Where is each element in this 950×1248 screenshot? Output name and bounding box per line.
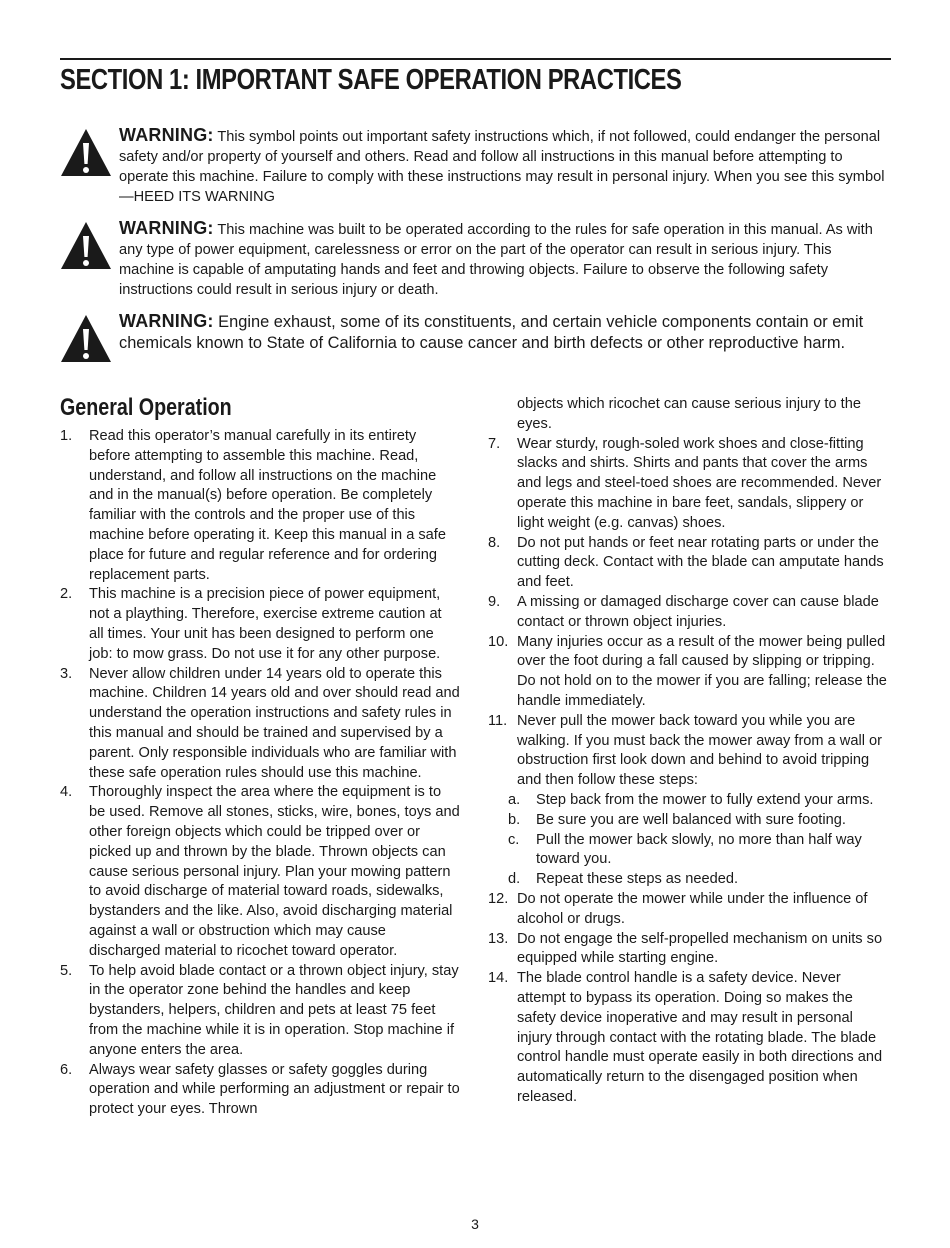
list-item <box>488 633 890 712</box>
item-number: 3. <box>60 665 73 682</box>
step-letter: b. <box>508 811 521 828</box>
warning-text-1 <box>119 125 890 207</box>
list-item <box>488 890 890 930</box>
item-text: Do not engage the self-propelled mechanism on units so equipped while starting engine. <box>517 930 883 967</box>
general-operation-list-left <box>60 427 460 1120</box>
warning-block-1 <box>60 125 890 207</box>
right-column <box>488 395 890 1108</box>
item-text: Never allow children under 14 years old to operate this machine. Children 14 years old and over should read and understand the operation instructions and safety rules in this manual and should be trained and supervised by a parent. Only responsible individuals who are familiar with these safe operation rules should use this machine. <box>89 665 460 781</box>
list-item <box>488 435 890 534</box>
step-text: Be sure you are well balanced with sure footing. <box>536 811 846 828</box>
warning-body: This machine was built to be operated according to the rules for safe operation in this manual. As with any type of power equipment, carelessness or error on the part of the operator can result in serious injury. This machine is capable of amputating hands and feet and throwing objects. Failure to observe the following safety instructions could result in serious injury or death. <box>119 222 873 298</box>
item-text: This machine is a precision piece of power equipment, not a plaything. Therefore, exercise extreme caution at all times. Your unit has been designed to perform one job: to mow grass. Do not use it for any other purpose. <box>89 586 442 662</box>
step-text: Step back from the mower to fully extend your arms. <box>536 791 874 808</box>
warning-triangle-icon <box>60 220 112 270</box>
left-column <box>60 393 460 1120</box>
page-number: 3 <box>471 1216 479 1232</box>
item-number: 11. <box>488 712 508 729</box>
item-text: The blade control handle is a safety device. Never attempt to bypass its operation. Doing so makes the safety device inoperative and may result in personal injury through contact with the rotating blade. The blade control handle must operate easily in both directions and automatically return to the disengaged position when released. <box>517 970 883 1105</box>
item-number: 8. <box>488 534 501 551</box>
item-text: A missing or damaged discharge cover can cause blade contact or thrown object injuries. <box>517 593 879 630</box>
step-letter: c. <box>508 831 520 848</box>
list-item <box>488 930 890 970</box>
sub-list-item <box>488 831 890 871</box>
item-number: 12. <box>488 890 509 907</box>
top-rule <box>60 58 891 60</box>
warning-label: WARNING: <box>119 125 214 145</box>
item-text: Many injuries occur as a result of the mower being pulled over the foot during a fall caused by slipping or tripping. Do not hold on to the mower if you are falling; release the handle immediately. <box>517 633 887 709</box>
item-11-steps <box>488 791 890 890</box>
list-item <box>488 534 890 593</box>
step-letter: a. <box>508 791 521 808</box>
item-number: 1. <box>60 428 73 444</box>
item-number: 7. <box>488 435 501 452</box>
step-text: Pull the mower back slowly, no more than half way toward you. <box>536 831 862 868</box>
warning-body: This symbol points out important safety instructions which, if not followed, could endanger the personal safety and/or property of yourself and others. Read and follow all instructions in this manual before attempting to operate this machine. Failure to comply with these instructions may result in personal injury. When you see this symbol—HEED ITS WARNING <box>119 129 885 205</box>
list-item <box>60 1061 460 1120</box>
step-text: Repeat these steps as needed. <box>536 871 739 888</box>
step-letter: d. <box>508 871 521 888</box>
item-number: 10. <box>488 633 509 650</box>
list-item <box>488 593 890 633</box>
sub-list-item <box>488 870 890 890</box>
section-title: SECTION 1: IMPORTANT SAFE OPERATION PRACTICES <box>60 64 682 96</box>
list-item <box>60 585 460 664</box>
list-item <box>60 665 460 784</box>
warning-label: WARNING: <box>119 311 214 331</box>
warning-block-2 <box>60 218 890 300</box>
item-text: Do not operate the mower while under the influence of alcohol or drugs. <box>517 890 868 927</box>
item-text: Read this operator’s manual carefully in its entirety before attempting to assemble this machine. Read, understand, and follow all instructions on the machine and in the manual(s) before operation. Be completely familiar with the controls and the proper use of this machine before operating it. Keep this manual in a safe place for future and regular reference and for ordering replacement parts. <box>89 428 446 583</box>
general-operation-heading: General Operation <box>60 394 232 421</box>
item-text: Do not put hands or feet near rotating parts or under the cutting deck. Contact with the blade can amputate hands and feet. <box>517 534 884 591</box>
item-text: To help avoid blade contact or a thrown object injury, stay in the operator zone behind the handles and keep bystanders, helpers, children and pets at least 75 feet from the machine while it is in operation. Stop machine if anyone enters the area. <box>89 962 459 1058</box>
warning-triangle-icon <box>60 127 112 177</box>
item-number: 4. <box>60 784 73 801</box>
list-item <box>488 712 890 890</box>
item-number: 2. <box>60 586 73 603</box>
item-number: 6. <box>60 1061 73 1078</box>
item-text: Never pull the mower back toward you while you are walking. If you must back the mower away from a wall or obstruction first look down and behind to avoid tripping and then follow these steps: <box>517 712 882 789</box>
item-number: 9. <box>488 593 501 610</box>
general-operation-list-right <box>488 435 890 1108</box>
list-item <box>60 427 460 585</box>
warning-triangle-icon <box>60 313 112 363</box>
item-6-continued: objects which ricochet can cause serious injury to the eyes. <box>517 396 861 432</box>
item-number: 13. <box>488 930 509 947</box>
warning-body: Engine exhaust, some of its constituents, and certain vehicle components contain or emit chemicals known to State of California to cause cancer and birth defects or other reproductive harm. <box>119 313 864 352</box>
list-item <box>60 783 460 961</box>
warning-label: WARNING: <box>119 218 214 238</box>
list-item <box>488 969 890 1108</box>
list-item <box>60 962 460 1061</box>
sub-list-item <box>488 811 890 831</box>
item-text: Thoroughly inspect the area where the equipment is to be used. Remove all stones, sticks, wire, bones, toys and other foreign objects which could be tripped over or picked up and thrown by the blade. Thrown objects can cause serious personal injury. Plan your mowing pattern to avoid discharge of material toward roads, sidewalks, bystanders and the like. Also, avoid discharging material against a wall or obstruction which may cause discharged material to ricochet toward operator. <box>89 784 460 959</box>
item-text: Wear sturdy, rough-soled work shoes and close-fitting slacks and shirts. Shirts and pants that cover the arms and legs and steel-toed shoes are recommended. Never operate this machine in bare feet, sandals, slippery or light weight (e.g. canvas) shoes. <box>517 435 882 531</box>
item-number: 5. <box>60 962 73 979</box>
warning-block-3 <box>60 311 890 354</box>
warning-text-3 <box>119 311 890 354</box>
item-text: Always wear safety glasses or safety goggles during operation and while performing an adjustment or repair to protect your eyes. Thrown <box>89 1061 460 1118</box>
warning-text-2 <box>119 218 890 300</box>
item-number: 14. <box>488 970 509 987</box>
sub-list-item <box>488 791 890 811</box>
